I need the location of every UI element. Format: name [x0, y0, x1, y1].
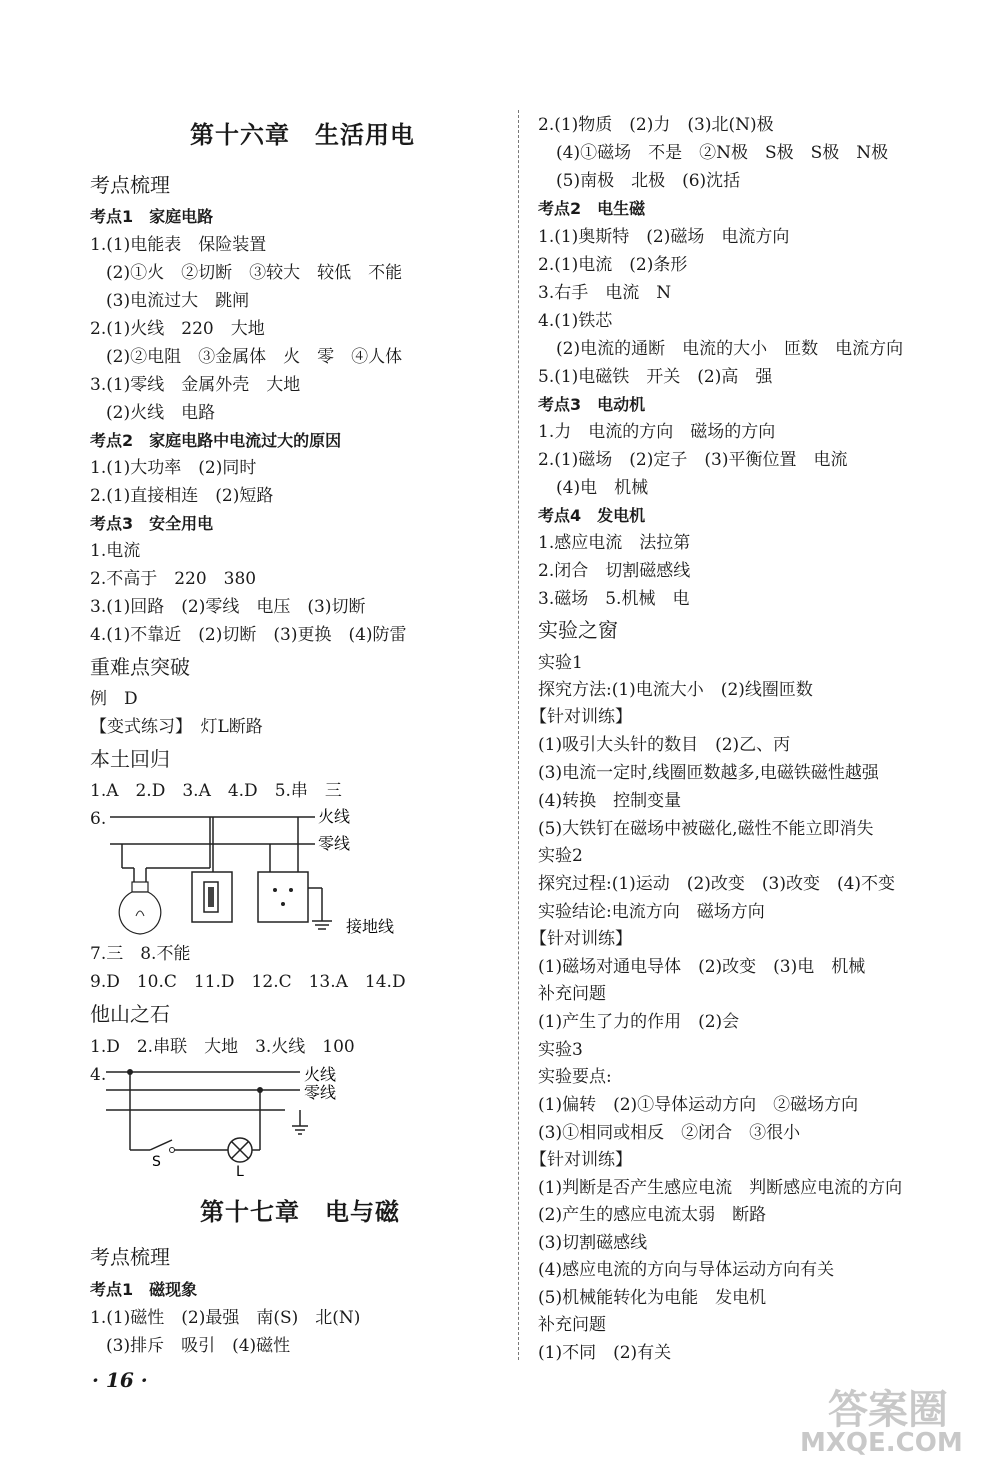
answer-line: 2.(1)物质 (2)力 (3)北(N)极	[538, 115, 774, 135]
answer-line: (3)排斥 吸引 (4)磁性	[106, 1336, 291, 1356]
answer-line: (2)电流的通断 电流的大小 匝数 电流方向	[556, 339, 904, 359]
answer-line: 补充问题	[538, 1315, 606, 1335]
answer-line: 1.(1)大功率 (2)同时	[90, 458, 257, 478]
answer-line: (1)磁场对通电导体 (2)改变 (3)电 机械	[538, 957, 866, 977]
answer-line: (2)产生的感应电流太弱 断路	[538, 1205, 767, 1225]
ground-wire-label: 接地线	[346, 917, 395, 936]
section-heading: 考点梳理	[90, 173, 170, 197]
answer-line: 4.	[90, 1065, 107, 1085]
section-heading: 实验之窗	[538, 618, 618, 642]
lamp-label: L	[236, 1164, 244, 1180]
answer-line: 6.	[90, 809, 107, 829]
answer-line: 2.(1)磁场 (2)定子 (3)平衡位置 电流	[538, 450, 848, 470]
answer-line: 1.(1)电能表 保险装置	[90, 235, 267, 255]
watermark-site: MXQE.COM	[800, 1428, 963, 1458]
answer-line: 4.(1)不靠近 (2)切断 (3)更换 (4)防雷	[90, 625, 407, 645]
answer-line: (3)电流过大 跳闸	[106, 291, 250, 311]
topic-heading: 考点2 家庭电路中电流过大的原因	[90, 431, 342, 450]
circuit-diagram-1	[100, 806, 420, 946]
section-heading: 重难点突破	[90, 655, 190, 679]
answer-line: 3.(1)零线 金属外壳 大地	[90, 375, 301, 395]
answer-line: (4)感应电流的方向与导体运动方向有关	[538, 1260, 835, 1280]
answer-line: 2.(1)火线 220 大地	[90, 319, 265, 339]
answer-line: 实验结论:电流方向 磁场方向	[538, 902, 765, 922]
answer-line: (1)不同 (2)有关	[538, 1343, 672, 1363]
section-heading: 他山之石	[90, 1002, 170, 1026]
answer-line: (2)①火 ②切断 ③较大 较低 不能	[106, 263, 403, 283]
answer-line: 【针对训练】	[530, 1150, 632, 1170]
live-wire-label: 火线	[304, 1065, 337, 1084]
neutral-wire-label: 零线	[304, 1083, 337, 1102]
answer-line: (2)火线 电路	[106, 403, 216, 423]
topic-heading: 考点1 家庭电路	[90, 207, 214, 226]
answer-line: 1.(1)奥斯特 (2)磁场 电流方向	[538, 227, 790, 247]
answer-line: 3.右手 电流 N	[538, 283, 672, 303]
answer-line: (3)①相同或相反 ②闭合 ③很小	[538, 1123, 801, 1143]
answer-line: 1.电流	[90, 541, 141, 561]
answer-line: 1.感应电流 法拉第	[538, 533, 691, 553]
page-number: · 16 ·	[92, 1368, 148, 1392]
section-heading: 考点梳理	[90, 1245, 170, 1269]
section-heading: 本土回归	[90, 747, 170, 771]
answer-line: (1)判断是否产生感应电流 判断感应电流的方向	[538, 1178, 903, 1198]
answer-line: 7.三 8.不能	[90, 944, 191, 964]
answer-line: 探究过程:(1)运动 (2)改变 (3)改变 (4)不变	[538, 874, 896, 894]
topic-heading: 考点3 安全用电	[90, 514, 214, 533]
chapter17-title: 第十七章 电与磁	[200, 1197, 400, 1226]
answer-line: (4)电 机械	[556, 478, 649, 498]
answer-line: 【变式练习】 灯L断路	[90, 717, 263, 737]
answer-line: (1)吸引大头针的数目 (2)乙、丙	[538, 735, 791, 755]
answer-line: 实验要点:	[538, 1067, 612, 1087]
answer-line: 3.(1)回路 (2)零线 电压 (3)切断	[90, 597, 366, 617]
column-divider	[518, 110, 519, 1360]
answer-line: (5)南极 北极 (6)沈括	[556, 171, 741, 191]
chapter16-title: 第十六章 生活用电	[190, 120, 415, 149]
answer-line: 例 D	[90, 689, 138, 709]
answer-line: 3.磁场 5.机械 电	[538, 589, 690, 609]
topic-heading: 考点2 电生磁	[538, 199, 646, 218]
topic-heading: 考点3 电动机	[538, 395, 646, 414]
answer-line: 2.(1)电流 (2)条形	[538, 255, 688, 275]
watermark-logo: 答案圈	[828, 1387, 948, 1433]
answer-line: (3)电流一定时,线圈匝数越多,电磁铁磁性越强	[538, 763, 879, 783]
answer-line: 【针对训练】	[530, 707, 632, 727]
circuit-diagram-2	[100, 1064, 360, 1180]
answer-line: 补充问题	[538, 984, 606, 1004]
answer-line: (5)机械能转化为电能 发电机	[538, 1288, 767, 1308]
answer-line: (4)①磁场 不是 ②N极 S极 S极 N极	[556, 143, 889, 163]
neutral-wire-label: 零线	[318, 834, 351, 853]
answer-line: (1)产生了力的作用 (2)会	[538, 1012, 740, 1032]
answer-line: 1.力 电流的方向 磁场的方向	[538, 422, 776, 442]
switch-label: S	[152, 1154, 161, 1170]
answer-line: 实验2	[538, 846, 583, 866]
answer-line: (1)偏转 (2)①导体运动方向 ②磁场方向	[538, 1095, 859, 1115]
answer-line: (5)大铁钉在磁场中被磁化,磁性不能立即消失	[538, 819, 874, 839]
answer-line: 1.A 2.D 3.A 4.D 5.串 三	[90, 781, 342, 801]
answer-line: 实验3	[538, 1040, 583, 1060]
answer-line: 5.(1)电磁铁 开关 (2)高 强	[538, 367, 773, 387]
answer-line: 4.(1)铁芯	[538, 311, 613, 331]
answer-line: 1.(1)磁性 (2)最强 南(S) 北(N)	[90, 1308, 361, 1328]
answer-line: 【针对训练】	[530, 929, 632, 949]
answer-line: 2.闭合 切割磁感线	[538, 561, 691, 581]
answer-line: 实验1	[538, 653, 583, 673]
live-wire-label: 火线	[318, 807, 351, 826]
answer-line: 1.D 2.串联 大地 3.火线 100	[90, 1037, 355, 1057]
answer-line: 探究方法:(1)电流大小 (2)线圈匝数	[538, 680, 813, 700]
topic-heading: 考点1 磁现象	[90, 1280, 198, 1299]
answer-line: 2.不高于 220 380	[90, 569, 257, 589]
answer-line: (4)转换 控制变量	[538, 791, 682, 811]
answer-line: (2)②电阻 ③金属体 火 零 ④人体	[106, 347, 403, 367]
answer-line: 2.(1)直接相连 (2)短路	[90, 486, 274, 506]
topic-heading: 考点4 发电机	[538, 506, 646, 525]
answer-line: 9.D 10.C 11.D 12.C 13.A 14.D	[90, 972, 406, 992]
answer-line: (3)切割磁感线	[538, 1233, 648, 1253]
